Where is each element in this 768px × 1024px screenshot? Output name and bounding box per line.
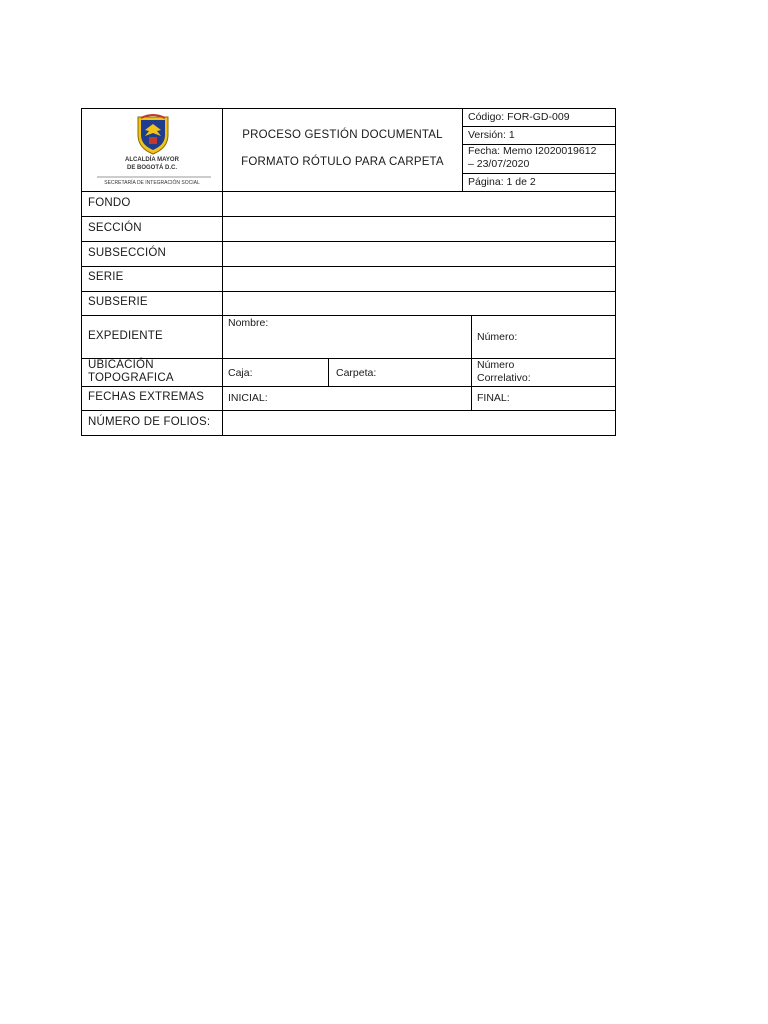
divider [471, 315, 472, 410]
divider [82, 358, 616, 359]
logo-entity: SECRETARÍA DE INTEGRACIÓN SOCIAL [104, 180, 200, 186]
divider [463, 173, 616, 174]
divider [82, 266, 616, 267]
divider [82, 410, 616, 411]
subserie-label: SUBSERIE [88, 296, 148, 308]
expediente-label: EXPEDIENTE [88, 330, 163, 342]
nombre-label: Nombre: [228, 317, 269, 329]
inicial-label: INICIAL: [228, 392, 268, 404]
coat-of-arms-icon [83, 110, 221, 190]
subseccion-label: SUBSECCIÓN [88, 247, 167, 259]
format-title: FORMATO RÓTULO PARA CARPETA [241, 156, 444, 168]
final-label: FINAL: [477, 392, 510, 404]
divider [82, 216, 616, 217]
correlativo-label-line-1: Número [477, 359, 515, 371]
divider [463, 126, 616, 127]
logo-line-1: ALCALDÍA MAYOR [125, 157, 179, 163]
divider [82, 315, 616, 316]
numero-folios-label: NÚMERO DE FOLIOS: [88, 416, 211, 428]
ubicacion-label-line-1: UBICACIÓN [88, 359, 154, 371]
seccion-label: SECCIÓN [88, 222, 142, 234]
fondo-label: FONDO [88, 197, 131, 209]
page-field: Página: 1 de 2 [468, 176, 536, 188]
date-field-line-1: Fecha: Memo I2020019612 [468, 145, 597, 157]
numero-label: Número: [477, 331, 518, 343]
correlativo-label-line-2: Correlativo: [477, 372, 531, 384]
serie-label: SERIE [88, 271, 124, 283]
code-field: Código: FOR-GD-009 [468, 111, 570, 123]
process-title: PROCESO GESTIÓN DOCUMENTAL [242, 129, 443, 141]
divider [82, 291, 616, 292]
logo [83, 110, 221, 190]
caja-label: Caja: [228, 367, 253, 379]
divider [462, 109, 463, 191]
fechas-extremas-label: FECHAS EXTREMAS [88, 391, 205, 403]
version-field: Versión: 1 [468, 129, 515, 141]
logo-line-2: DE BOGOTÁ D.C. [126, 165, 177, 171]
ubicacion-label-line-2: TOPOGRAFICA [88, 372, 174, 384]
carpeta-label: Carpeta: [336, 367, 377, 379]
divider [82, 191, 616, 192]
divider [82, 386, 616, 387]
folder-label-form [81, 108, 616, 436]
divider [82, 241, 616, 242]
date-field-line-2: – 23/07/2020 [468, 158, 530, 170]
divider [328, 358, 329, 386]
